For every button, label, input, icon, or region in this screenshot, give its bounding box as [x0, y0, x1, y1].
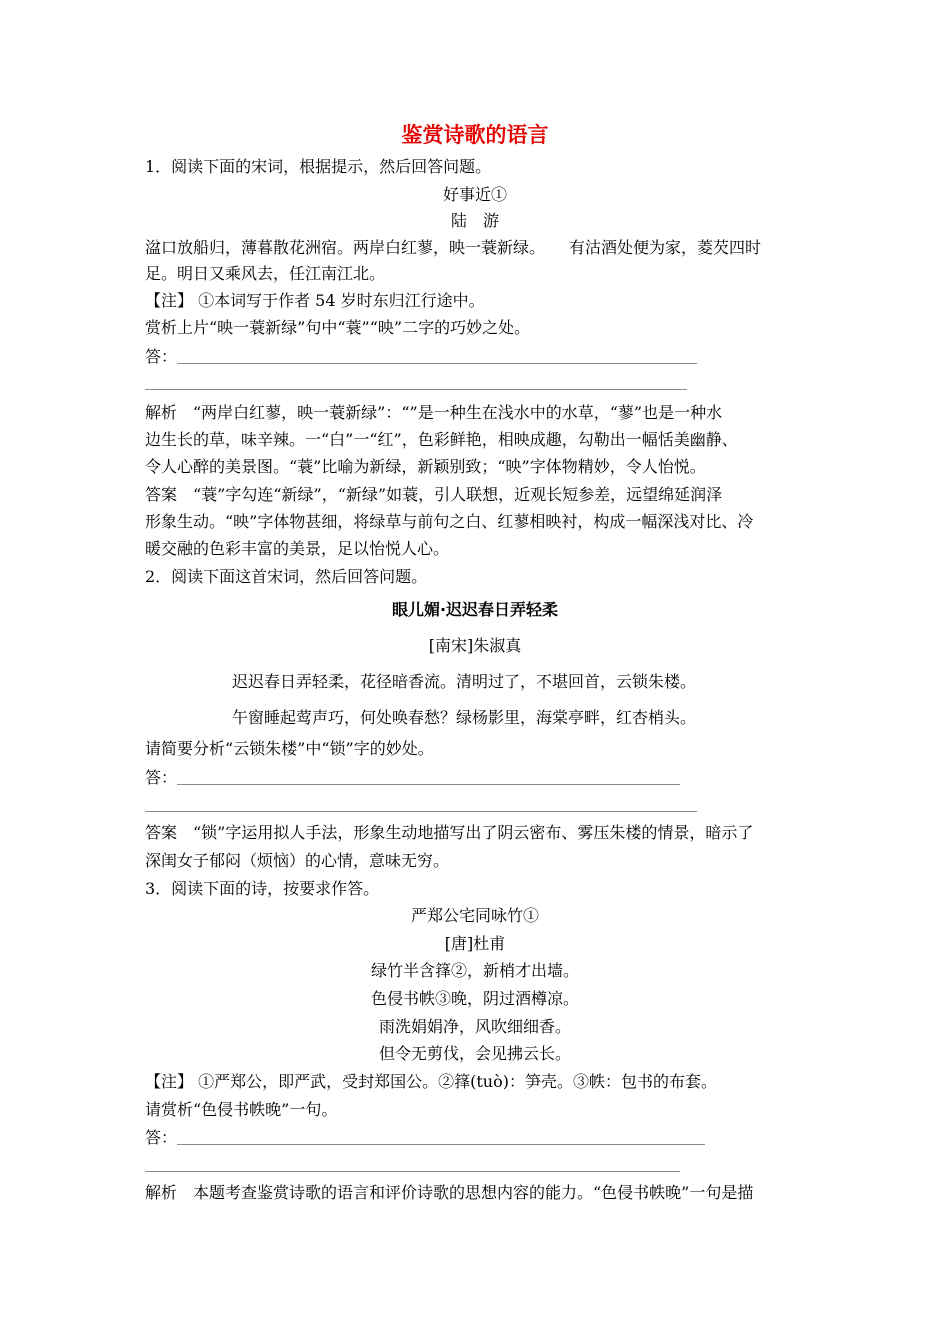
q2-answer-line[interactable]	[177, 784, 680, 785]
q1-answer-text: 形象生动。“映”字体物甚细，将绿草与前句之白、红蓼相映衬，构成一幅深浅对比、冷	[145, 512, 754, 531]
q1-answer-text: 答案 “蓑”字勾连“新绿”，“新绿”如蓑，引人联想，近观长短参差，远望绵延润泽	[145, 485, 723, 504]
q2-answer-text: 深闺女子郁闷（烦恼）的心情，意味无穷。	[145, 851, 450, 870]
q1-analysis-line: 解析 “两岸白红蓼，映一蓑新绿”：“”是一种生在浅水中的水草，“蓼”也是一种水	[145, 403, 723, 422]
q1-answer-label: 答：	[145, 347, 178, 366]
q3-poem-line: 但令无剪伐，会见拂云长。	[378, 1044, 571, 1063]
q2-answer-label: 答：	[145, 768, 178, 787]
q3-answer-label: 答：	[145, 1128, 178, 1147]
q1-answer-text: 暖交融的色彩丰富的美景，足以怡悦人心。	[145, 539, 450, 558]
q3-answer-line[interactable]	[177, 1144, 705, 1145]
q1-poem-line: 湓口放船归，薄暮散花洲宿。两岸白红蓼，映一蓑新绿。 有沽酒处便为家，菱芡四时	[145, 238, 762, 257]
q1-answer-line[interactable]	[177, 363, 697, 364]
q2-answer-text: 答案 “锁”字运用拟人手法，形象生动地描写出了阴云密布、雾压朱楼的情景，暗示了	[145, 823, 754, 842]
q1-answer-line[interactable]	[145, 389, 687, 390]
q3-poem-title: 严郑公宅同咏竹①	[410, 906, 539, 925]
q3-poem-line: 雨洗娟娟净，风吹细细香。	[378, 1017, 571, 1036]
q3-answer-line[interactable]	[145, 1171, 680, 1172]
q3-question: 请赏析“色侵书帙晚”一句。	[145, 1100, 338, 1119]
q1-poem-title: 好事近①	[442, 185, 507, 204]
q3-prompt: 3．阅读下面的诗，按要求作答。	[145, 879, 380, 898]
q2-answer-line[interactable]	[145, 811, 697, 812]
q3-poem-line: 绿竹半含箨②，新梢才出墙。	[370, 961, 579, 980]
q1-prompt: 1．阅读下面的宋词，根据提示，然后回答问题。	[145, 157, 492, 176]
q1-poem-line: 足。明日又乘风去，任江南江北。	[145, 264, 386, 283]
q1-analysis-line: 边生长的草，味辛辣。一“白”一“红”，色彩鲜艳，相映成趣，勾勒出一幅恬美幽静、	[145, 430, 738, 449]
q2-poem-title: 眼儿媚·迟迟春日弄轻柔	[391, 600, 559, 619]
q2-poem-line: 午窗睡起莺声巧，何处唤春愁？绿杨影里，海棠亭畔，红杏梢头。	[232, 708, 697, 727]
page-title: 鉴赏诗歌的语言	[401, 123, 549, 147]
q2-poem-author: [南宋]朱淑真	[428, 636, 522, 655]
q2-question: 请简要分析“云锁朱楼”中“锁”字的妙处。	[145, 739, 434, 758]
q1-question: 赏析上片“映一蓑新绿”句中“蓑”“映”二字的巧妙之处。	[145, 318, 531, 337]
q2-prompt: 2．阅读下面这首宋词，然后回答问题。	[145, 567, 428, 586]
q3-note: 【注】 ①严郑公，即严武，受封郑国公。②箨(tuò)：笋壳。③帙：包书的布套。	[145, 1072, 717, 1091]
q3-analysis-line: 解析 本题考查鉴赏诗歌的语言和评价诗歌的思想内容的能力。“色侵书帙晚”一句是描	[145, 1183, 754, 1202]
q1-analysis-line: 令人心醉的美景图。“蓑”比喻为新绿，新颖别致；“映”字体物精妙，令人怡悦。	[145, 457, 706, 476]
q1-poem-author: 陆 游	[450, 211, 499, 230]
q2-poem-line: 迟迟春日弄轻柔，花径暗香流。清明过了，不堪回首，云锁朱楼。	[232, 672, 697, 691]
q1-note: 【注】 ①本词写于作者 54 岁时东归江行途中。	[145, 291, 485, 310]
q3-poem-author: [唐]杜甫	[444, 934, 506, 953]
q3-poem-line: 色侵书帙③晚，阴过酒樽凉。	[370, 989, 579, 1008]
